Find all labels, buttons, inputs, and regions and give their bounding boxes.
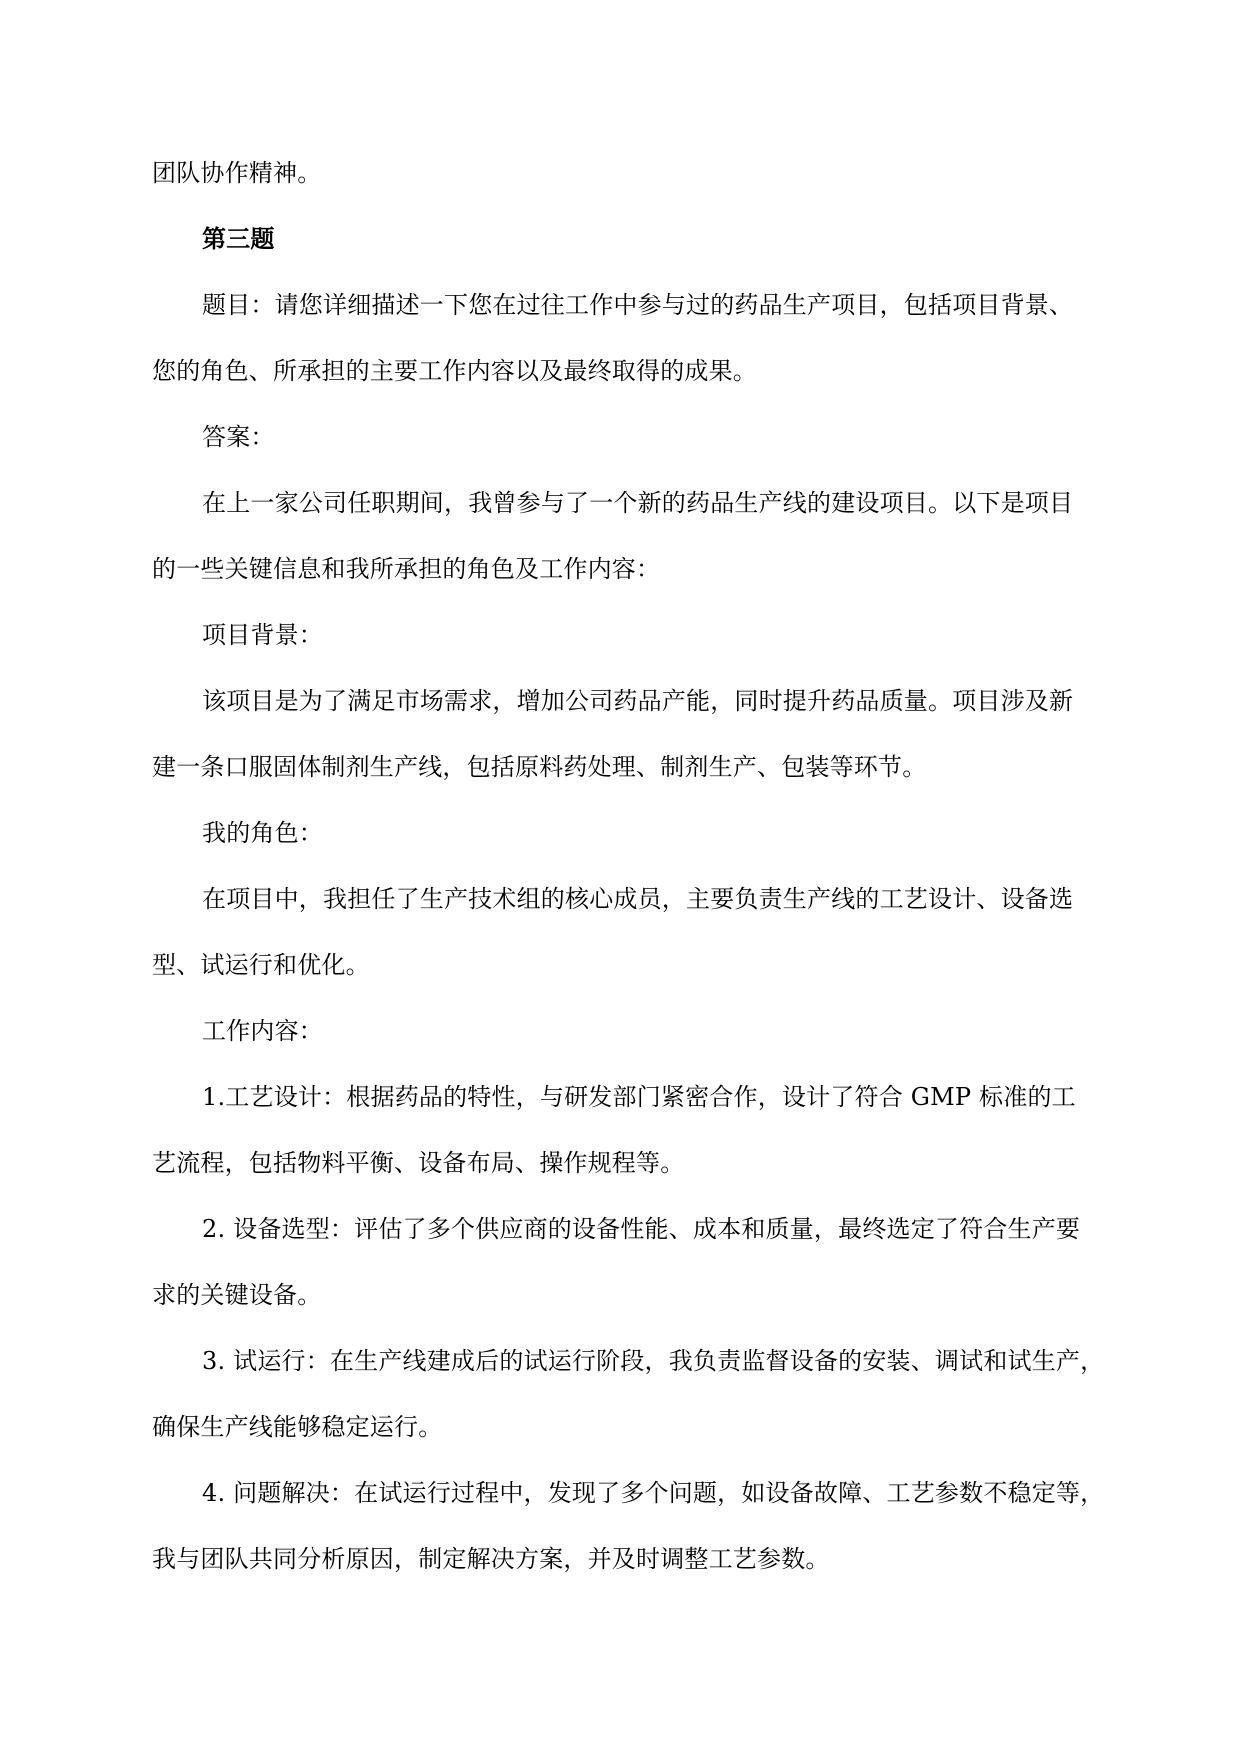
body-text-line: 建一条口服固体制剂生产线，包括原料药处理、制剂生产、包装等环节。 xyxy=(152,753,927,781)
list-item-line: 艺流程，包括物料平衡、设备布局、操作规程等。 xyxy=(152,1149,685,1177)
list-item-line: 3. 试运行：在生产线建成后的试运行阶段，我负责监督设备的安装、调试和试生产， xyxy=(202,1347,1105,1375)
list-item-line: 2. 设备选型：评估了多个供应商的设备性能、成本和质量，最终选定了符合生产要 xyxy=(202,1215,1081,1243)
body-text-line: 的一些关键信息和我所承担的角色及工作内容： xyxy=(152,555,661,583)
question-text-line: 您的角色、所承担的主要工作内容以及最终取得的成果。 xyxy=(152,357,757,385)
list-item-line: 1.工艺设计：根据药品的特性，与研发部门紧密合作，设计了符合 GMP 标准的工 xyxy=(202,1083,1076,1111)
answer-label: 答案： xyxy=(202,423,275,451)
section-heading: 第三题 xyxy=(202,225,275,253)
document-body xyxy=(152,140,1105,1592)
list-item-line: 我与团队共同分析原因，制定解决方案，并及时调整工艺参数。 xyxy=(152,1545,830,1573)
subsection-label: 工作内容： xyxy=(202,1017,323,1045)
body-text-line: 该项目是为了满足市场需求，增加公司药品产能，同时提升药品质量。项目涉及新 xyxy=(202,687,1074,715)
list-item-line: 求的关键设备。 xyxy=(152,1281,322,1309)
list-item-line: 4. 问题解决：在试运行过程中，发现了多个问题，如设备故障、工艺参数不稳定等， xyxy=(202,1479,1105,1507)
body-text-line: 在上一家公司任职期间，我曾参与了一个新的药品生产线的建设项目。以下是项目 xyxy=(202,489,1074,517)
body-text-line: 团队协作精神。 xyxy=(152,159,322,187)
subsection-label: 项目背景： xyxy=(202,621,323,649)
body-text-line: 在项目中，我担任了生产技术组的核心成员，主要负责生产线的工艺设计、设备选 xyxy=(202,885,1074,913)
body-text-line: 型、试运行和优化。 xyxy=(152,951,370,979)
list-item-line: 确保生产线能够稳定运行。 xyxy=(152,1413,443,1441)
subsection-label: 我的角色： xyxy=(202,819,323,847)
question-text-line: 题目：请您详细描述一下您在过往工作中参与过的药品生产项目，包括项目背景、 xyxy=(202,291,1074,319)
